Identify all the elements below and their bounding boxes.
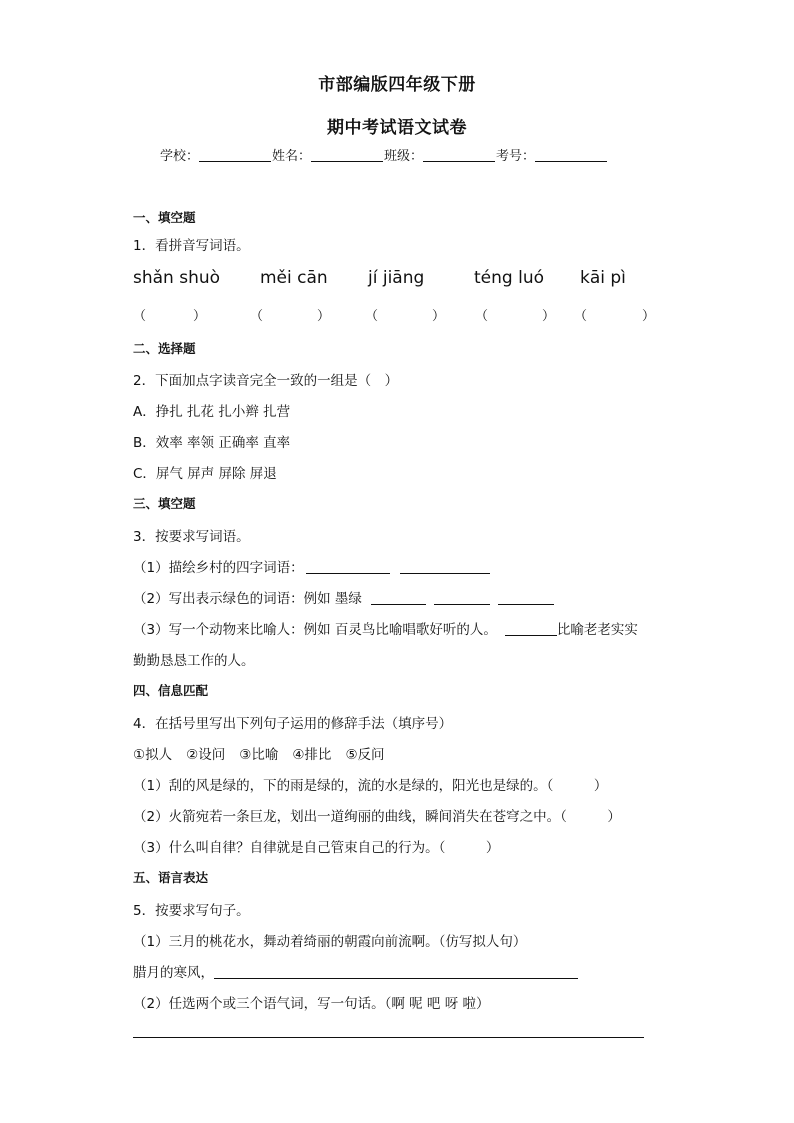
q3-sub2	[133, 587, 554, 607]
question-1: 1．看拼音写词语。	[133, 238, 250, 254]
q4-item-3[interactable]: （3）什么叫自律？自律就是自己管束自己的行为。（ ）	[133, 840, 500, 856]
exam-number-blank[interactable]	[535, 147, 607, 162]
pinyin-5: kāi pì	[580, 268, 626, 288]
q5-sub1: （1）三月的桃花水，舞动着绮丽的朝霞向前流啊。（仿写拟人句）	[133, 934, 527, 950]
class-blank[interactable]	[423, 147, 495, 162]
answer-paren-5-left: （	[574, 309, 588, 324]
choice-personification: ①拟人	[133, 747, 173, 763]
q3-sub1-blank-1[interactable]	[306, 559, 390, 574]
school-blank[interactable]	[199, 147, 271, 162]
choice-rhetorical-question: ②设问	[186, 747, 226, 763]
q3-sub1-text: （1）描绘乡村的四字词语：	[133, 560, 304, 576]
question-2: 2．下面加点字读音完全一致的一组是（ ）	[133, 373, 399, 389]
q5-sub2-answer-line[interactable]	[133, 1037, 644, 1038]
q3-sub3-text: （3）写一个动物来比喻人：例如 百灵鸟比喻唱歌好听的人。	[133, 622, 497, 638]
choice-parallelism: ④排比	[292, 747, 332, 763]
name-label: 姓名：	[272, 149, 312, 164]
section4-heading: 四、信息匹配	[133, 683, 209, 698]
class-label: 班级：	[384, 149, 424, 164]
answer-paren-4-right[interactable]: ）	[542, 309, 556, 324]
question-5: 5．按要求写句子。	[133, 903, 250, 919]
q3-sub1-blank-2[interactable]	[400, 559, 490, 574]
choice-metaphor: ③比喻	[239, 747, 279, 763]
student-info-row	[160, 145, 608, 164]
q5-sub2: （2）任选两个或三个语气词，写一句话。（啊 呢 吧 呀 啦）	[133, 996, 490, 1012]
exam-number-label: 考号：	[496, 149, 536, 164]
pinyin-2: měi cān	[260, 268, 328, 288]
name-blank[interactable]	[311, 147, 383, 162]
answer-paren-1-right[interactable]: ）	[193, 309, 207, 324]
pinyin-4: téng luó	[474, 268, 544, 288]
q3-sub3-blank[interactable]	[505, 621, 557, 636]
answer-paren-5-right[interactable]: ）	[642, 309, 656, 324]
q3-sub2-blank-1[interactable]	[371, 590, 426, 605]
pinyin-3: jí jiāng	[368, 268, 425, 288]
q3-sub2-text: （2）写出表示绿色的词语：例如 墨绿	[133, 591, 362, 607]
answer-paren-3-left: （	[365, 309, 379, 324]
q3-sub2-blank-2[interactable]	[434, 590, 490, 605]
answer-paren-2-left: （	[250, 309, 264, 324]
q3-sub3-text-2: 比喻老老实实	[556, 622, 638, 638]
section2-heading: 二、选择题	[133, 341, 196, 356]
option-a[interactable]: A．挣扎 扎花 扎小辫 扎营	[133, 404, 291, 420]
q3-sub3-continuation: 勤勤恳恳工作的人。	[133, 653, 255, 669]
q5-sub1-answer	[133, 961, 578, 981]
q4-item-1[interactable]: （1）刮的风是绿的，下的雨是绿的，流的水是绿的，阳光也是绿的。（ ）	[133, 778, 608, 794]
pinyin-1: shǎn shuò	[133, 268, 221, 288]
q3-sub3	[133, 618, 638, 638]
q5-sub1-prefix: 腊月的寒风，	[133, 965, 214, 981]
rhetoric-choices	[133, 743, 385, 763]
section5-heading: 五、语言表达	[133, 870, 209, 885]
answer-paren-1-left: （	[133, 309, 147, 324]
option-c[interactable]: C．屏气 屏声 屏除 屏退	[133, 466, 277, 482]
section1-heading: 一、填空题	[133, 210, 196, 225]
choice-counter-question: ⑤反问	[345, 747, 385, 763]
question-4: 4．在括号里写出下列句子运用的修辞手法（填序号）	[133, 716, 453, 732]
answer-paren-4-left: （	[475, 309, 489, 324]
school-label: 学校：	[160, 149, 200, 164]
section3-heading: 三、填空题	[133, 496, 196, 511]
exam-title-line2: 期中考试语文试卷	[327, 118, 467, 138]
q4-item-2[interactable]: （2）火箭宛若一条巨龙，划出一道绚丽的曲线，瞬间消失在苍穹之中。（ ）	[133, 809, 621, 825]
exam-title-line1: 市部编版四年级下册	[318, 75, 476, 95]
q3-sub2-blank-3[interactable]	[498, 590, 554, 605]
answer-paren-2-right[interactable]: ）	[317, 309, 331, 324]
answer-paren-3-right[interactable]: ）	[432, 309, 446, 324]
q3-sub1	[133, 556, 490, 576]
q5-sub1-blank[interactable]	[214, 964, 578, 979]
option-b[interactable]: B．效率 率领 正确率 直率	[133, 435, 291, 451]
question-3: 3．按要求写词语。	[133, 529, 250, 545]
